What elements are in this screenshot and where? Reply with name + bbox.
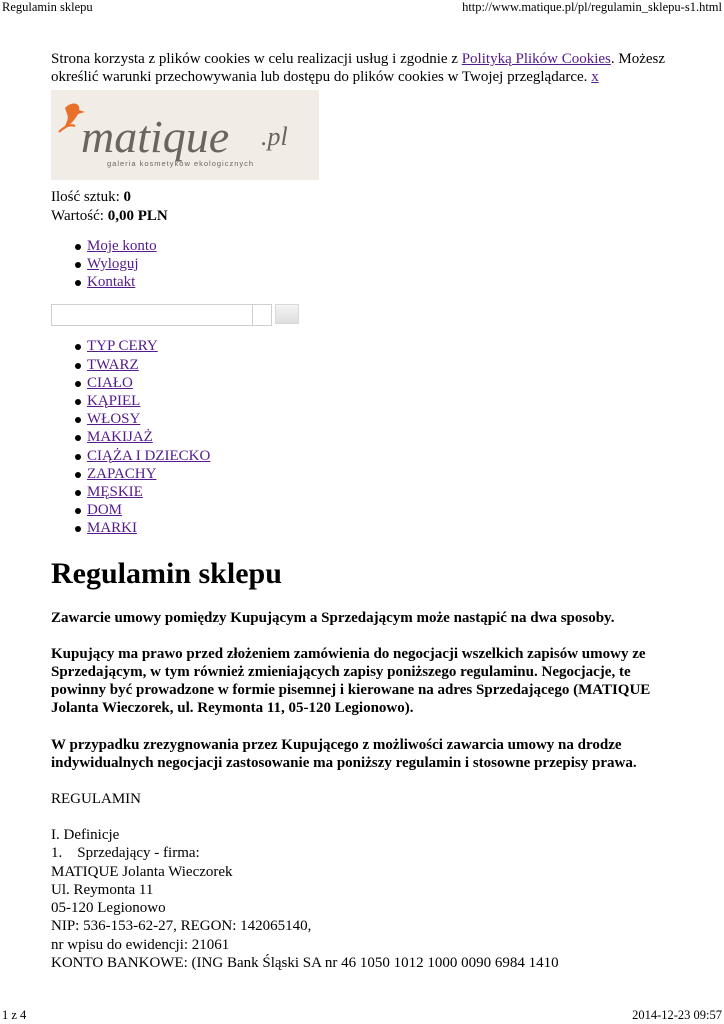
print-footer-datetime: 2014-12-23 09:57: [632, 1008, 722, 1022]
contact-link[interactable]: Kontakt: [87, 274, 136, 291]
cookie-close-link[interactable]: x: [591, 69, 599, 86]
category-link-marki[interactable]: MARKI: [87, 520, 138, 537]
cart-quantity-value: 0: [123, 189, 131, 206]
page-title: Regulamin sklepu: [51, 556, 282, 590]
print-header-url: http://www.matique.pl/pl/regulamin_sklepu-s1.html: [462, 0, 722, 14]
user-menu-item: [87, 273, 681, 291]
matique-logo[interactable]: [51, 90, 319, 180]
definitions-line: Ul. Reymonta 11: [51, 881, 154, 898]
cart-summary: [51, 188, 681, 224]
category-item: [87, 483, 681, 501]
print-header-title: Regulamin sklepu: [2, 0, 93, 14]
category-item: [87, 501, 681, 519]
user-menu-item: [87, 237, 681, 255]
user-menu: [51, 237, 681, 292]
category-link-dom[interactable]: DOM: [87, 502, 123, 519]
intro-paragraph-2: Kupujący ma prawo przed złożeniem zamówienia do negocjacji wszelkich zapisów umowy ze Sprzedającym, w tym również zmieniających zapisy poniższego regulaminu. Negocjacje, te powinny być prowadzone w formie pisemnej i kierowane na adres Sprzedającego (MATIQUE Jolanta Wieczorek, ul. Reymonta 11, 05-120 Legionowo).: [51, 645, 651, 717]
regulamin-heading: REGULAMIN: [51, 791, 141, 808]
matique-logo-graphic: [51, 90, 319, 180]
definitions-section: [51, 826, 681, 972]
category-link-meskie[interactable]: MĘSKIE: [87, 484, 143, 501]
cookie-text-after: . Możesz określić warunki przechowywania lub dostępu do plików cookies w Twojej przeglądarce.: [51, 51, 666, 86]
definitions-line: 1. Sprzedający - firma:: [51, 845, 200, 862]
category-link-kapiel[interactable]: KĄPIEL: [87, 393, 141, 410]
intro-paragraph-1: Zawarcie umowy pomiędzy Kupującym a Sprzedającym może nastąpić na dwa sposoby.: [51, 609, 615, 626]
cookie-policy-link[interactable]: Polityką Plików Cookies: [461, 51, 611, 67]
category-link-ciaza-i-dziecko[interactable]: CIĄŻA I DZIECKO: [87, 447, 211, 464]
category-link-zapachy[interactable]: ZAPACHY: [87, 465, 157, 482]
definitions-line: nr wpisu do ewidencji: 21061: [51, 936, 230, 953]
print-footer-page: 1 z 4: [2, 1008, 27, 1022]
category-item: [87, 356, 681, 374]
page-content: [51, 50, 681, 972]
search-form: [51, 304, 681, 326]
cart-value-label: Wartość:: [51, 207, 108, 224]
category-item: [87, 428, 681, 446]
logo-tagline: galeria kosmetyków ekologicznych: [107, 159, 255, 169]
my-account-link[interactable]: Moje konto: [87, 237, 157, 254]
search-button[interactable]: [275, 304, 299, 324]
category-item: [87, 465, 681, 483]
definitions-heading: I. Definicje: [51, 827, 120, 844]
cart-value-amount: 0,00 PLN: [107, 207, 168, 224]
category-item: [87, 392, 681, 410]
category-item: [87, 447, 681, 465]
definitions-line: NIP: 536-153-62-27, REGON: 142065140,: [51, 918, 312, 935]
logout-link[interactable]: Wyloguj: [87, 256, 139, 273]
definitions-line: MATIQUE Jolanta Wieczorek: [51, 863, 233, 880]
definitions-line: 05-120 Legionowo: [51, 900, 166, 917]
cart-quantity: [51, 188, 681, 206]
logo-wordmark: matique: [81, 111, 230, 163]
logo-suffix: .pl: [261, 122, 288, 152]
category-link-makijaz[interactable]: MAKIJAŻ: [87, 429, 153, 446]
user-menu-item: [87, 255, 681, 273]
cookie-notice: [51, 50, 681, 86]
category-menu: [51, 337, 681, 537]
category-link-typ-cery[interactable]: TYP CERY: [87, 338, 158, 355]
intro-paragraph-3: W przypadku zrezygnowania przez Kupującego z możliwości zawarcia umowy na drodze indywidualnych negocjacji zastosowanie ma poniższy regulamin i stosowne przepisy prawa.: [51, 736, 637, 771]
category-item: [87, 519, 681, 537]
category-link-wlosy[interactable]: WŁOSY: [87, 411, 141, 428]
category-item: [87, 410, 681, 428]
definitions-line: KONTO BANKOWE: (ING Bank Śląski SA nr 46 1050 1012 1000 0090 6984 1410: [51, 954, 559, 971]
search-input-end: [253, 304, 272, 326]
category-item: [87, 374, 681, 392]
category-item: [87, 337, 681, 355]
search-input[interactable]: [51, 304, 253, 326]
cookie-text-before: Strona korzysta z plików cookies w celu realizacji usług i zgodnie z: [51, 51, 462, 67]
category-link-twarz[interactable]: TWARZ: [87, 356, 139, 373]
cart-quantity-label: Ilość sztuk:: [51, 189, 124, 206]
category-link-cialo[interactable]: CIAŁO: [87, 374, 133, 391]
cart-value: [51, 207, 681, 225]
